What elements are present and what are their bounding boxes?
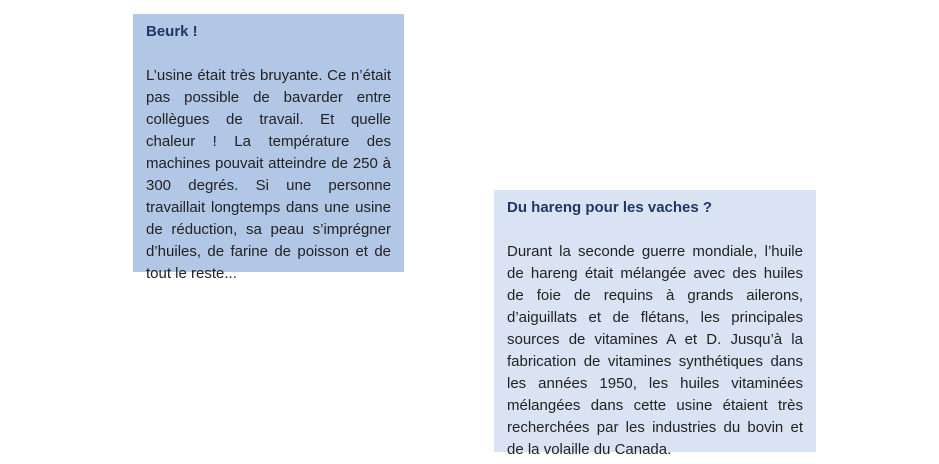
sidebox-hareng-title: Du hareng pour les vaches ?	[507, 199, 713, 216]
sidebox-beurk-title: Beurk !	[146, 23, 198, 40]
sidebox-hareng-text: Durant la seconde guerre mondiale, l’huile de hareng était mélangée avec des huiles de foie de requins à grands ailerons, d’aiguillats et de flétans, les principales sources de vitamines A et D. Jusqu’à la fabrication de vitamines synthétiques dans les années 1950, les huiles vitaminées mélangées dans cette usine étaient très recherchées par les industries du bovin et de la volaille du Canada.	[507, 243, 803, 458]
sidebox-hareng	[494, 190, 816, 458]
sidebox-beurk-text: L’usine était très bruyante. Ce n’était pas possible de bavarder entre collègues de travail. Et quelle chaleur ! La température des machines pouvait atteindre de 250 à 300 degrés. Si une personne travaillait longtemps dans une usine de réduction, sa peau s’imprégner d’huiles, de farine de poisson et de tout le reste...	[146, 67, 391, 282]
sidebox-beurk	[133, 14, 404, 282]
